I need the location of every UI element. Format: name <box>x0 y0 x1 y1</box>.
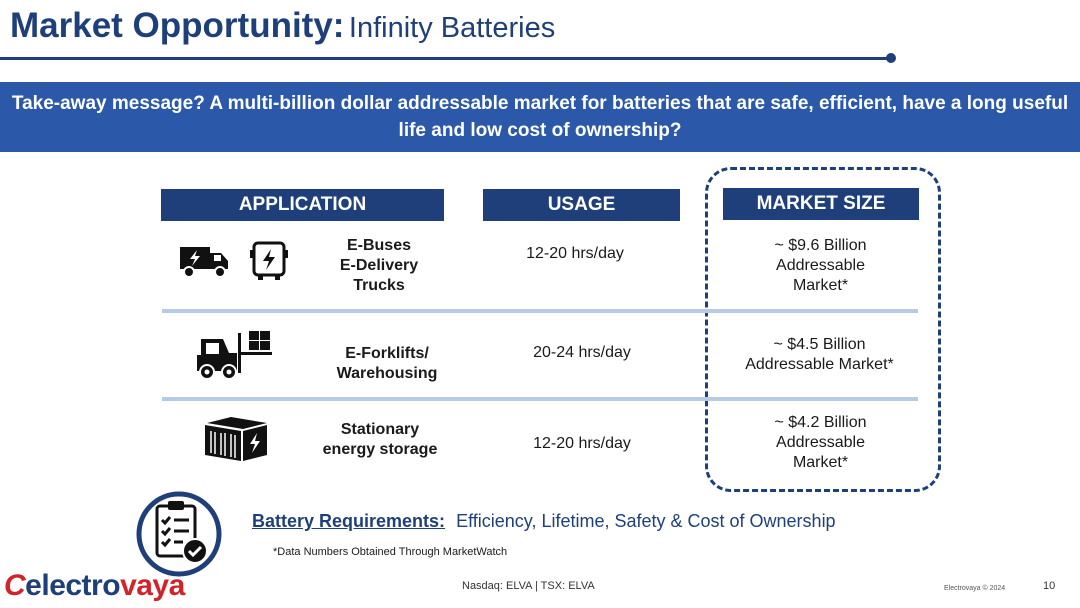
page-number: 10 <box>1043 580 1056 592</box>
application-cell <box>319 236 439 296</box>
market-size-line: Addressable Market* <box>745 356 894 373</box>
usage-cell: 12-20 hrs/day <box>526 245 624 262</box>
market-size-cell <box>732 335 907 375</box>
usage-cell: 12-20 hrs/day <box>533 435 631 452</box>
takeaway-banner: Take-away message? A multi-billion dollar addressable market for batteries that are safe, efficient, have a long useful life and low cost of ownership? <box>0 82 1080 152</box>
application-cell <box>320 420 440 460</box>
electric-bus-icon <box>248 240 290 287</box>
application-line: Trucks <box>353 277 405 294</box>
market-size-cell <box>738 413 903 473</box>
application-line: E-Forklifts/ <box>345 345 429 362</box>
logo-suffix: vaya <box>120 569 185 602</box>
header-usage: USAGE <box>483 189 680 221</box>
battery-requirements-label: Battery Requirements: <box>252 511 446 531</box>
market-size-line: ~ $4.5 Billion <box>773 336 866 353</box>
market-size-line: Addressable <box>776 257 865 274</box>
slide-title <box>10 6 555 46</box>
market-size-line: Market* <box>792 454 849 471</box>
slide-title-subtitle: Infinity Batteries <box>348 12 556 44</box>
market-size-line: ~ $9.6 Billion <box>774 237 867 254</box>
delivery-truck-icon <box>178 243 232 284</box>
forklift-icon <box>193 329 273 386</box>
battery-container-icon <box>201 413 271 470</box>
application-line: energy storage <box>322 441 438 458</box>
battery-requirements-text: Efficiency, Lifetime, Safety & Cost of Ownership <box>456 511 836 531</box>
market-size-line: Market* <box>792 277 849 294</box>
application-line: Stationary <box>340 421 420 438</box>
market-size-line: ~ $4.2 Billion <box>774 414 867 431</box>
application-line: Warehousing <box>336 365 438 382</box>
exchange-listing: Nasdaq: ELVA | TSX: ELVA <box>462 580 595 592</box>
copyright: Electrovaya © 2024 <box>944 585 1006 592</box>
row-separator <box>162 397 918 401</box>
title-underline-dot <box>886 53 896 63</box>
battery-requirements <box>252 511 836 532</box>
title-underline <box>0 57 890 60</box>
application-cell <box>327 344 447 384</box>
slide-title-bold: Market Opportunity: <box>10 6 345 45</box>
logo-mark-icon: C <box>4 569 26 602</box>
market-size-cell <box>738 236 903 296</box>
application-line: E-Buses <box>346 237 411 254</box>
market-size-line: Addressable <box>776 434 865 451</box>
row-separator <box>162 309 918 313</box>
header-market-size: MARKET SIZE <box>723 188 919 220</box>
usage-cell: 20-24 hrs/day <box>533 344 631 361</box>
application-line: E-Delivery <box>339 257 419 274</box>
header-application: APPLICATION <box>161 189 444 221</box>
electrovaya-logo <box>4 569 185 603</box>
logo-prefix: electro <box>25 569 121 602</box>
footnote: *Data Numbers Obtained Through MarketWatch <box>273 546 508 558</box>
